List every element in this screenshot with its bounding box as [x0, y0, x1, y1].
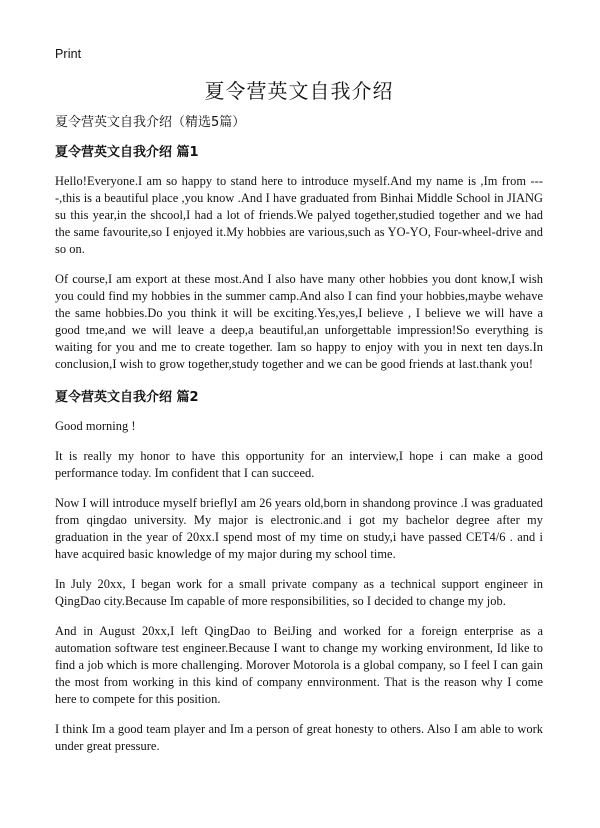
section-2-paragraph-4: In July 20xx, I began work for a small private company as a technical support engineer in QingDao city.Because Im capable of more responsibilities, so I decided to change my job. — [55, 577, 543, 608]
section-2-paragraph-3: Now I will introduce myself brieflyI am 26 years old,born in shandong province .I was graduated from qingdao university. My major is electronic.and i got my bachelor degree after my graduation in the year of 20xx.I spend most of my time on study,i have passed CET4/6 . and i have acquired basic knowledge of my major during my school time. — [55, 496, 543, 561]
section-1-paragraph-2: Of course,I am export at these most.And I also have many other hobbies you dont know,I wish you could find my hobbies in the summer camp.And also I can find your hobbies,maybe wehave the same hobbies.Do you think it will be exciting.Yes,yes,I believe , I believe we will have a good tme,and we will leave a deep,a beautiful,an unforgettable impression!So everything is waiting for you and me to create together. Iam so happy to enjoy with you in next ten days.In conclusion,I wish to grow together,study together and we can be good friends at last.thank you! — [55, 272, 543, 371]
section-2-paragraph-1: Good morning ! — [55, 419, 136, 433]
section-2-paragraph-6: I think Im a good team player and Im a person of great honesty to others. Also I am able to work under great pressure. — [55, 722, 543, 753]
document-subtitle: 夏令营英文自我介绍（精选5篇） — [55, 115, 246, 130]
section-1-paragraph-1: Hello!Everyone.I am so happy to stand here to introduce myself.And my name is ,Im from ----,this is a beautiful place ,you know .And I have graduated from Binhai Middle School in JIANG su this year,in the shcool,I had a lot of friends.We palyed together,studied together and we had the same favourite,so I enjoyed it.My hobbies are various,such as YO-YO, Four-wheel-drive and so on. — [55, 174, 543, 256]
document-title: 夏令营英文自我介绍 — [204, 79, 394, 103]
section-2-heading: 夏令营英文自我介绍 篇2 — [55, 390, 199, 405]
section-2 — [55, 389, 543, 755]
section-1 — [55, 144, 543, 373]
section-1-heading: 夏令营英文自我介绍 篇1 — [55, 145, 199, 160]
print-label[interactable]: Print — [55, 47, 82, 61]
section-2-paragraph-5: And in August 20xx,I left QingDao to BeiJing and worked for a foreign enterprise as a automation software test engineer.Because I want to change my working environment, Id like to find a job which is more challenging. Morover Motorola is a global company, so I feel I can gain the most from working in this kind of company ennvironment. That is the reason why I come here to compete for this position. — [55, 624, 543, 706]
section-2-paragraph-2: It is really my honor to have this opportunity for an interview,I hope i can make a good performance today. Im confident that I can succeed. — [55, 449, 543, 480]
